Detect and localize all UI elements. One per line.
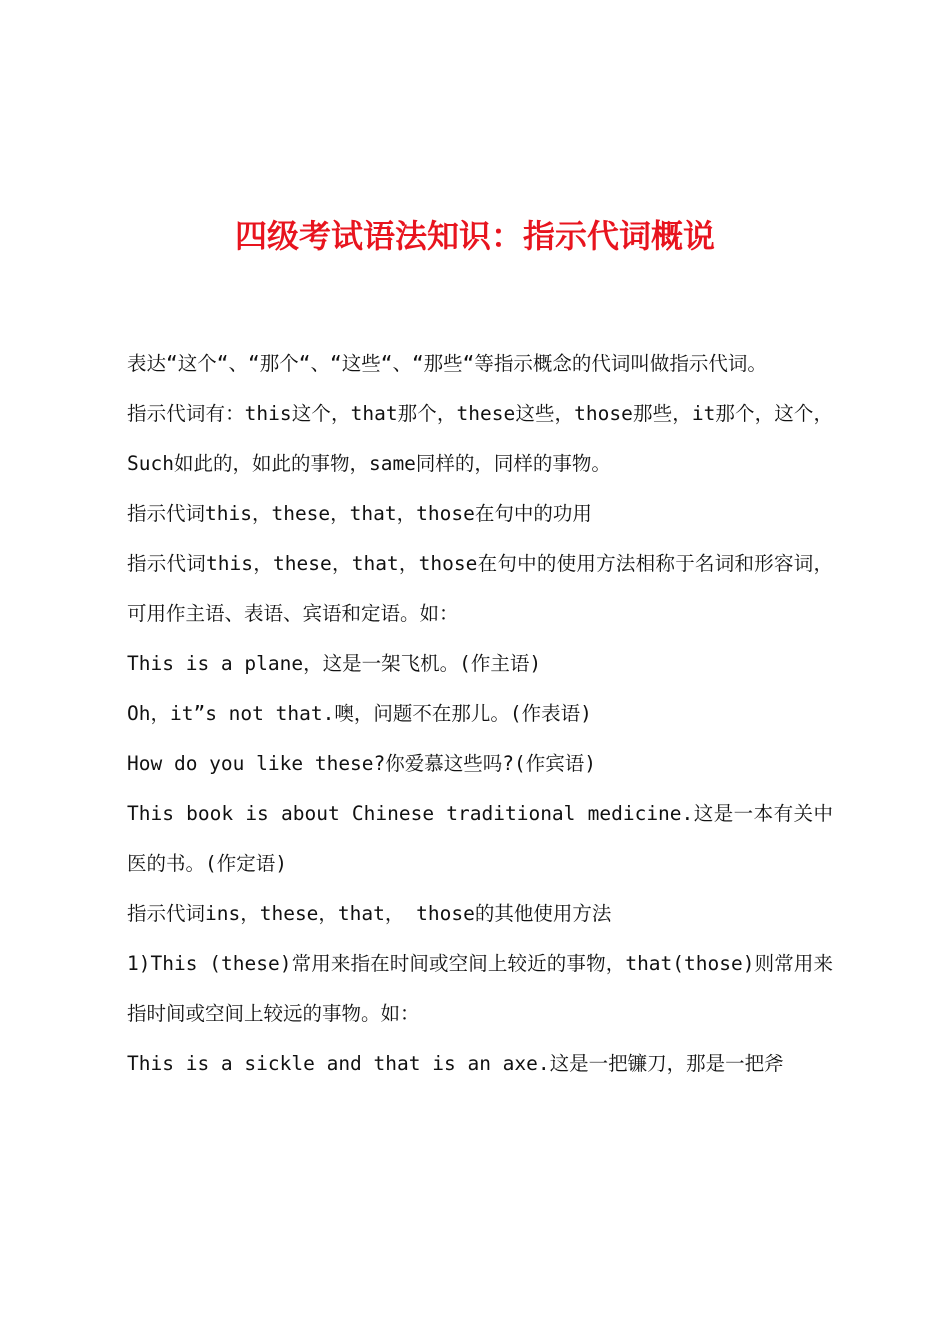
paragraph-example-attribute: This book is about Chinese traditional medicine.这是一本有关中医的书。(作定语) [127, 802, 833, 875]
paragraph-other-usage-heading: 指示代词ins，these，that， those的其他使用方法 [127, 902, 612, 925]
paragraph-function-heading: 指示代词this，these，that，those在句中的功用 [127, 502, 592, 525]
document-title: 四级考试语法知识：指示代词概说 [234, 217, 715, 255]
paragraph-example-object: How do you like these?你爱慕这些吗?(作宾语) [127, 752, 596, 775]
paragraph-example-subject: This is a plane，这是一架飞机。(作主语) [127, 652, 542, 675]
paragraph-function-usage: 指示代词this，these，that，those在句中的使用方法相称于名词和形容词，可用作主语、表语、宾语和定语。如： [127, 552, 833, 625]
document-body [127, 339, 833, 1089]
paragraph-example-predicative: Oh，it”s not that.噢，问题不在那儿。(作表语) [127, 702, 592, 725]
paragraph-example-sickle: This is a sickle and that is an axe.这是一把镰刀，那是一把斧 [127, 1052, 784, 1075]
paragraph-pronoun-list: 指示代词有：this这个，that那个，these这些，those那些，it那个，这个，Such如此的，如此的事物，same同样的，同样的事物。 [127, 402, 833, 475]
paragraph-definition: 表达“这个“、“那个“、“这些“、“那些“等指示概念的代词叫做指示代词。 [127, 352, 767, 375]
paragraph-rule-1: 1)This (these)常用来指在时间或空间上较近的事物，that(those)则常用来指时间或空间上较远的事物。如： [127, 952, 833, 1025]
